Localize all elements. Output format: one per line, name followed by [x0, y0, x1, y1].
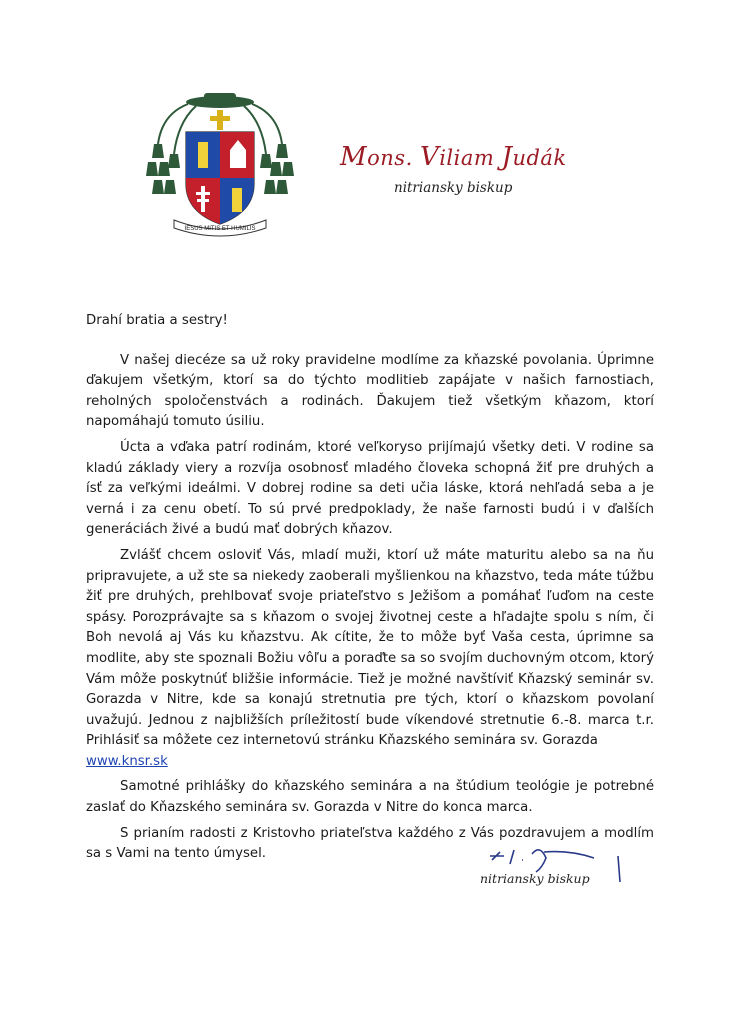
paragraph-3	[86, 546, 654, 752]
sender-block	[340, 142, 600, 196]
paragraph-5: S prianím radosti z Kristovho priateľstva každého z Vás pozdravujem a modlím sa s Vami na tento úmysel.	[86, 825, 654, 862]
sender-name: Mons. Viliam Judák	[340, 142, 567, 172]
motto-text: IESUS MITIS ET HUMILIS	[184, 226, 256, 232]
seminary-link-line	[86, 752, 654, 773]
seminary-link[interactable]: www.knsr.sk	[86, 753, 168, 769]
paragraph-3-text: Zvlášť chcem osloviť Vás, mladí muži, ktorí už máte maturitu alebo sa na ňu pripravujete, a už ste sa niekedy zaoberali myšlienkou na kňazstvo, teda máte túžbu žiť pre druhých, prehlbovať svoje priateľstvo s Ježišom a pomáhať ľuďom na ceste spásy. Porozprávajte sa s kňazom o svojej životnej ceste a hľadajte spolu s ním, či Boh nevolá aj Vás ku kňazstvu. Ak cítite, že to môže byť Vaša cesta, úprimne sa modlite, aby ste spoznali Božiu vôľu a poraďte sa so svojím duchovným otcom, ktorý Vám môže poskytnúť bližšie informácie. Tiež je možné navštíviť Kňazský seminár sv. Gorazda v Nitre, kde sa konajú stretnutia pre tých, ktorí o kňazskom povolaní uvažujú. Jednou z najbližších príležitostí bude víkendové stretnutie 6.-8. marca t.r. Prihlásiť sa môžete cez internetovú stránku Kňazského seminára sv. Gorazda	[86, 547, 654, 749]
signature-caption: nitriansky biskup	[480, 871, 590, 886]
sender-title: nitriansky biskup	[394, 180, 513, 196]
paragraph-4: Samotné prihlášky do kňazského seminára a na štúdium teológie je potrebné zaslať do Kňazského seminára sv. Gorazda v Nitre do konca marca.	[86, 779, 654, 816]
greeting: Drahí bratia a sestry!	[86, 313, 228, 328]
processional-cross-icon	[210, 110, 230, 130]
shield-icon	[186, 132, 254, 224]
paragraph-2: Úcta a vďaka patrí rodinám, ktoré veľkoryso prijímajú všetky deti. V rodine sa kladú základy viery a rozvíja osobnosť mladého človeka schopná žiť pre druhých a ísť za veľkými ideálmi. V dobrej rodine sa deti učia láske, ktorá nehľadá seba a je verná i za cenu obetí. To sú prvé predpoklady, že naše farnosti budú i v ďalších generáciách živé a budú mať dobrých kňazov.	[86, 439, 654, 538]
letter-body	[86, 311, 654, 870]
paragraph-1: V našej diecéze sa už roky pravidelne modlíme za kňazské povolania. Úprimne ďakujem všetkým, ktorí sa do týchto modlitieb zapájate v našich farnostiach, reholných spoločenstvách a rodinách. Ďakujem tiež všetkým kňazom, ktorí napomáhajú tomuto úsiliu.	[86, 352, 654, 430]
coat-of-arms	[144, 88, 296, 238]
handwritten-signature-icon	[470, 838, 640, 898]
